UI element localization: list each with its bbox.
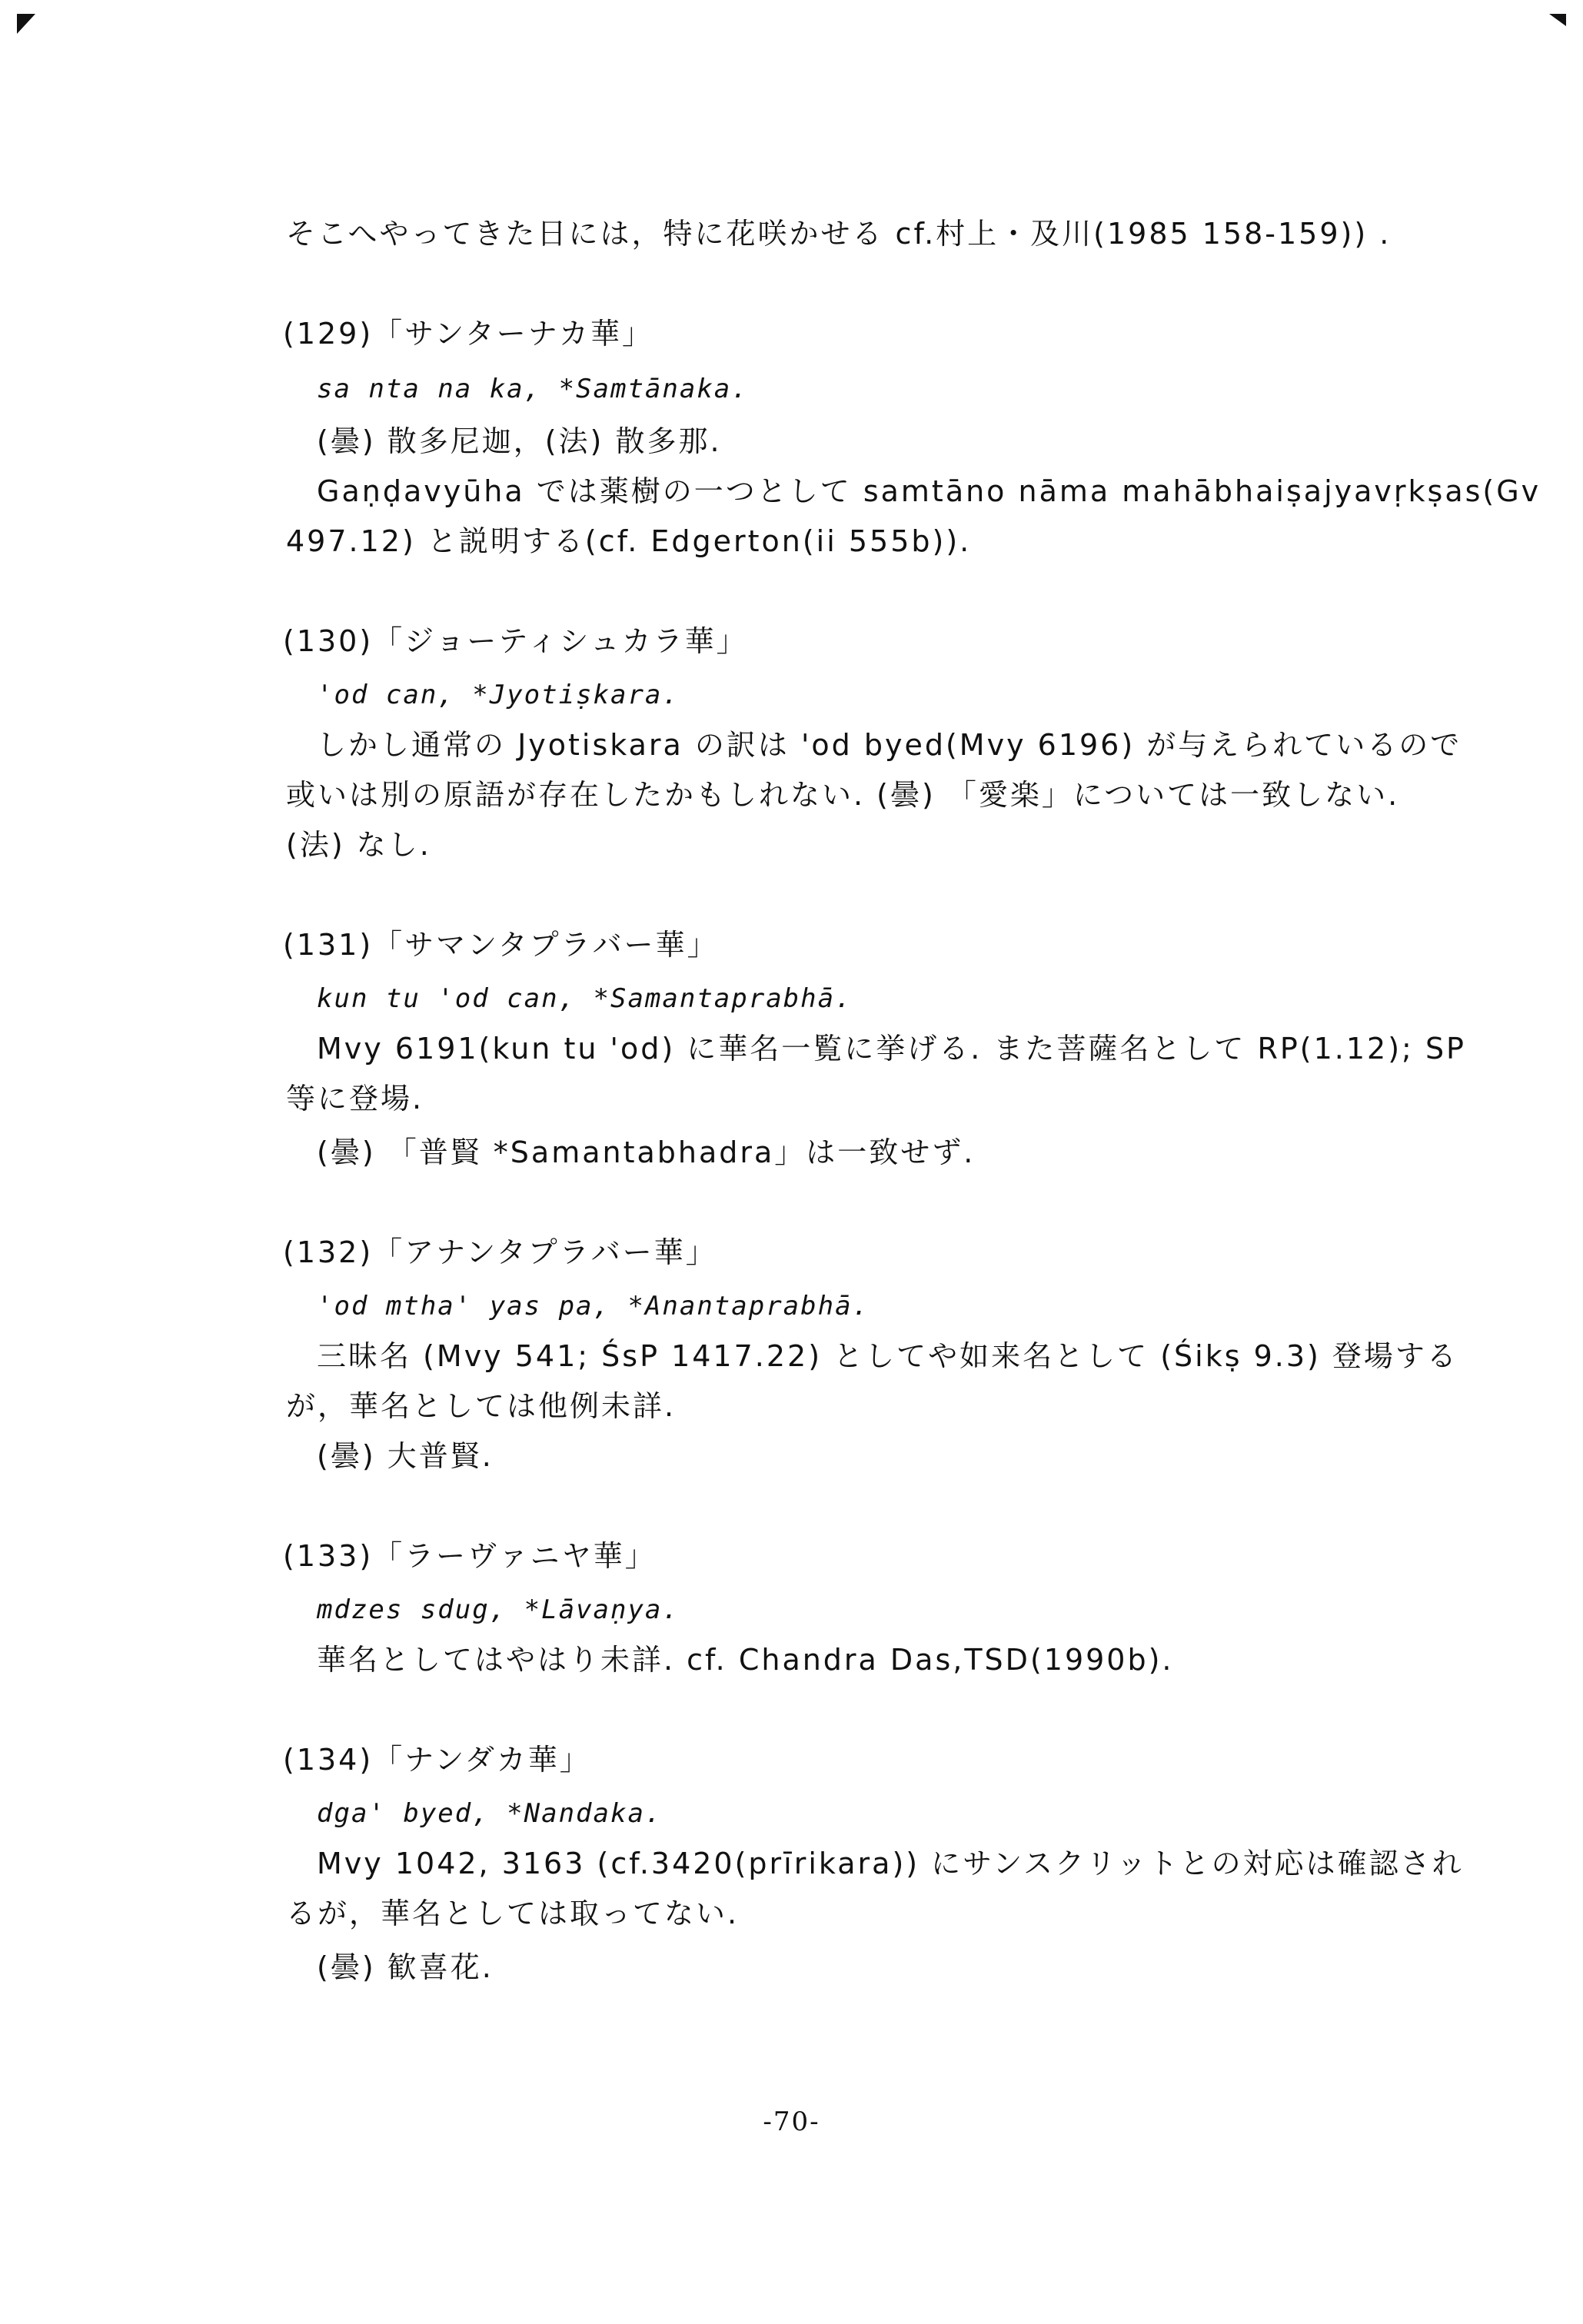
- text-line: Mvy 6191(kun tu 'od) に華名一覧に挙げる. また菩薩名として RP(1.12); SP: [317, 1032, 1466, 1066]
- entry-heading-129: (129)「サンターナカ華」: [283, 317, 654, 351]
- text-line: 等に登場.: [286, 1082, 424, 1115]
- text-line: 三昧名 (Mvy 541; ŚsP 1417.22) としてや如来名として (Śikṣ 9.3) 登場する: [317, 1339, 1458, 1373]
- text-line: (法) なし.: [286, 828, 431, 862]
- entry-heading-134: (134)「ナンダカ華」: [283, 1743, 591, 1777]
- text-line: (曇) 散多尼迦，(法) 散多那.: [317, 424, 722, 458]
- term-line: kun tu 'od can, *Samantaprabhā.: [317, 983, 853, 1014]
- term-line: 'od mtha' yas pa, *Anantaprabhā.: [317, 1291, 870, 1322]
- text-line: Mvy 1042, 3163 (cf.3420(prīrikara)) にサンスクリットとの対応は確認され: [317, 1847, 1464, 1880]
- text-line: 或いは別の原語が存在したかもしれない. (曇) 「愛楽」については一致しない.: [286, 778, 1400, 812]
- text-line: るが，華名としては取ってない.: [286, 1897, 740, 1930]
- text-line: そこへやってきた日には，特に花咲かせる cf.村上・及川(1985 158-159)) .: [286, 217, 1392, 251]
- text-line: (曇) 歓喜花.: [317, 1950, 494, 1984]
- term-line: sa nta na ka, *Samtānaka.: [317, 374, 749, 404]
- text-line: Gaṇḍavyūha では薬樹の一つとして samtāno nāma mahābhaiṣajyavṛkṣas(Gv: [317, 474, 1541, 508]
- entry-heading-132: (132)「アナンタプラバー華」: [283, 1235, 717, 1269]
- text-line: (曇) 大普賢.: [317, 1439, 494, 1473]
- text-line: 497.12) と説明する(cf. Edgerton(ii 555b)).: [286, 524, 972, 558]
- term-line: 'od can, *Jyotiṣkara.: [317, 680, 680, 710]
- term-line: dga' byed, *Nandaka.: [317, 1798, 663, 1829]
- text-line: が，華名としては他例未詳.: [286, 1389, 677, 1423]
- entry-heading-131: (131)「サマンタプラバー華」: [283, 928, 719, 962]
- entry-heading-130: (130)「ジョーティシュカラ華」: [283, 624, 748, 658]
- entry-heading-133: (133)「ラーヴァニヤ華」: [283, 1539, 657, 1573]
- corner-mark-top-right: [1549, 14, 1566, 26]
- corner-mark-top-left: [17, 14, 35, 34]
- page-number: -70-: [763, 2106, 820, 2137]
- text-line: しかし通常の Jyotiskara の訳は 'od byed(Mvy 6196) が与えられているので: [317, 728, 1462, 762]
- text-line: (曇) 「普賢 *Samantabhadra」は一致せず.: [317, 1135, 976, 1169]
- term-line: mdzes sdug, *Lāvaṇya.: [317, 1594, 680, 1625]
- text-line: 華名としてはやはり未詳. cf. Chandra Das,TSD(1990b).: [317, 1643, 1174, 1677]
